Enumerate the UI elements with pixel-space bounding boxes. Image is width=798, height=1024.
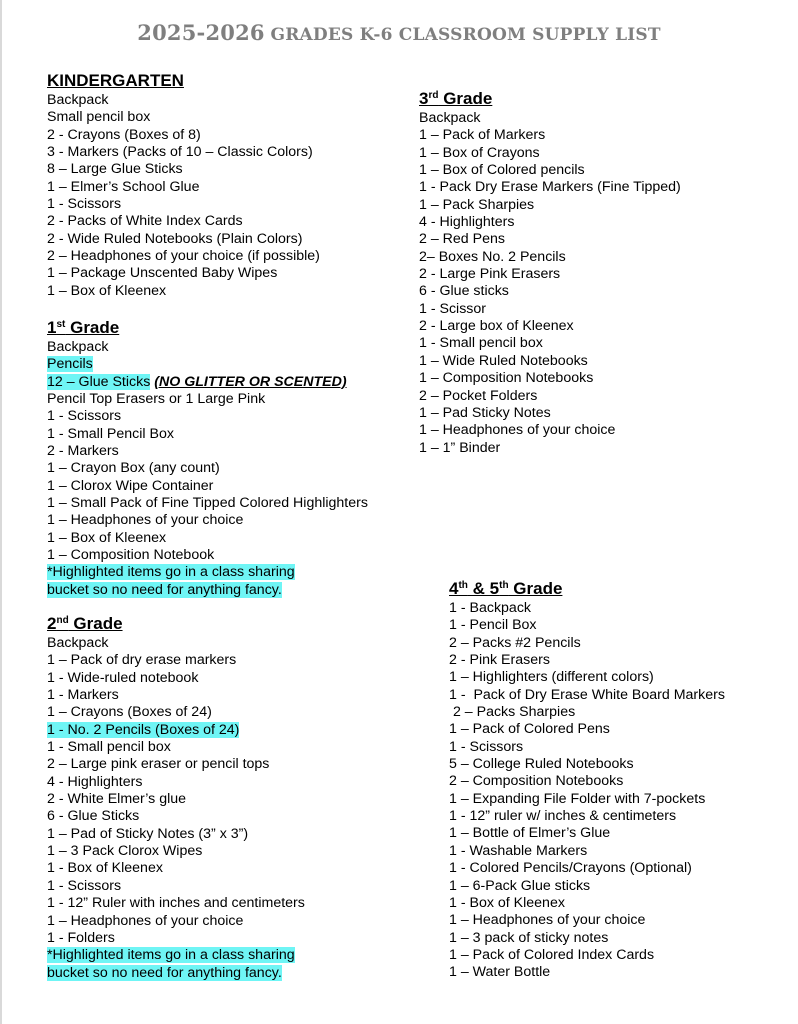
list-item: 2 – Pocket Folders bbox=[419, 387, 538, 404]
list-item: 1 - Small pencil box bbox=[47, 739, 171, 756]
list-item: 1 – Pack of Colored Pens bbox=[449, 721, 610, 738]
list-item: 1 - Scissors bbox=[47, 877, 122, 894]
list-item: 2 - Crayons (Boxes of 8) bbox=[47, 126, 201, 143]
list-item: Pencil Top Erasers or 1 Large Pink bbox=[47, 391, 266, 408]
page-title bbox=[0, 20, 798, 45]
list-item: 1 – Package Unscented Baby Wipes bbox=[47, 265, 278, 282]
grade1-section bbox=[47, 318, 368, 599]
list-item: 1 – Pack Sharpies bbox=[419, 196, 535, 213]
list-item: 1 – Highlighters (different colors) bbox=[449, 669, 654, 686]
list-item: 1 - Backpack bbox=[449, 600, 532, 616]
sharing-note: bucket so no need for anything fancy. bbox=[47, 964, 282, 981]
list-item: 2 - Pink Erasers bbox=[449, 652, 550, 669]
list-item: 1 - Pack Dry Erase Markers (Fine Tipped) bbox=[419, 179, 681, 196]
list-item: 1 – Pad of Sticky Notes (3” x 3”) bbox=[47, 825, 249, 842]
list-item: 2 – Large pink eraser or pencil tops bbox=[47, 756, 270, 773]
list-item: 1 - Scissors bbox=[47, 196, 122, 213]
grade45-section bbox=[449, 579, 725, 982]
list-item: 1 – Pack of dry erase markers bbox=[47, 652, 237, 669]
list-item: 2 – Red Pens bbox=[419, 231, 505, 248]
list-item: 1 – Box of Crayons bbox=[419, 144, 540, 161]
kindergarten-section bbox=[47, 71, 320, 300]
list-item: 1 – Headphones of your choice bbox=[47, 912, 244, 929]
sharing-note: bucket so no need for anything fancy. bbox=[47, 581, 282, 598]
list-item: 1 - Wide-ruled notebook bbox=[47, 669, 199, 686]
list-item: 1 – Box of Colored pencils bbox=[419, 162, 585, 179]
list-item: 1 – Crayon Box (any count) bbox=[47, 460, 220, 477]
list-item: 1 - Box of Kleenex bbox=[449, 894, 565, 911]
list-item: 2– Boxes No. 2 Pencils bbox=[419, 248, 566, 265]
glue-note: (NO GLITTER OR SCENTED) bbox=[154, 373, 347, 390]
list-item: 2 – Packs Sharpies bbox=[449, 704, 576, 721]
grade1-heading: 1st Grade bbox=[47, 318, 120, 337]
list-item: 1 – 3 pack of sticky notes bbox=[449, 929, 609, 946]
list-item: 2 - Large Pink Erasers bbox=[419, 266, 561, 283]
list-item: 1 – Clorox Wipe Container bbox=[47, 477, 214, 494]
sharing-note: *Highlighted items go in a class sharing bbox=[47, 564, 295, 581]
list-item: 5 – College Ruled Notebooks bbox=[449, 756, 634, 773]
list-item: 1 - Scissors bbox=[449, 738, 524, 755]
list-item: 1 – Composition Notebooks bbox=[419, 370, 594, 387]
list-item: 1 – Headphones of your choice bbox=[47, 512, 244, 529]
list-item: 2 - Wide Ruled Notebooks (Plain Colors) bbox=[47, 230, 303, 247]
list-item: 1 – Pack of Colored Index Cards bbox=[449, 946, 655, 963]
list-item: 1 - Markers bbox=[47, 687, 119, 704]
list-item: 1 - Pack of Dry Erase White Board Markers bbox=[449, 686, 725, 703]
list-item-highlighted: 12 – Glue Sticks (NO GLITTER OR SCENTED) bbox=[47, 373, 347, 390]
list-item: 4 - Highlighters bbox=[47, 773, 143, 790]
list-item: 8 – Large Glue Sticks bbox=[47, 161, 183, 178]
list-item: 1 - Folders bbox=[47, 929, 115, 946]
list-item: 6 - Glue Sticks bbox=[47, 808, 140, 825]
list-item: 1 – Headphones of your choice bbox=[449, 912, 646, 929]
list-item: 1 – Box of Kleenex bbox=[47, 529, 167, 546]
title-year: 2025-2026 bbox=[137, 20, 265, 45]
list-item: 1 – 1” Binder bbox=[419, 439, 501, 456]
list-item: 1 - Washable Markers bbox=[449, 842, 588, 859]
list-item: Backpack bbox=[47, 92, 109, 108]
list-item: 1 - 12” Ruler with inches and centimeters bbox=[47, 895, 305, 912]
kindergarten-heading: KINDERGARTEN bbox=[47, 71, 184, 90]
grade3-section bbox=[419, 89, 681, 457]
list-item: 1 – Crayons (Boxes of 24) bbox=[47, 704, 212, 721]
list-item: 1 – Elmer’s School Glue bbox=[47, 178, 200, 195]
sharing-note: *Highlighted items go in a class sharing bbox=[47, 947, 295, 964]
grade2-section bbox=[47, 614, 305, 982]
list-item: Backpack bbox=[47, 339, 109, 355]
list-item: Small pencil box bbox=[47, 109, 151, 126]
list-item: 6 - Glue sticks bbox=[419, 283, 509, 300]
list-item: 1 - 12” ruler w/ inches & centimeters bbox=[449, 808, 677, 825]
grade2-heading: 2nd Grade bbox=[47, 614, 123, 633]
list-item: Backpack bbox=[419, 110, 481, 126]
list-item-highlighted: Pencils bbox=[47, 356, 93, 373]
list-item: 1 – Box of Kleenex bbox=[47, 282, 167, 299]
list-item: 2 – Headphones of your choice (if possible) bbox=[47, 248, 320, 265]
list-item: 1 - Box of Kleenex bbox=[47, 860, 163, 877]
title-text: GRADES K-6 CLASSROOM SUPPLY LIST bbox=[270, 25, 661, 45]
list-item: 1 - Scissors bbox=[47, 408, 122, 425]
list-item: 1 – Small Pack of Fine Tipped Colored Highlighters bbox=[47, 495, 368, 512]
list-item: 1 – Bottle of Elmer’s Glue bbox=[449, 825, 611, 842]
list-item: 1 - Colored Pencils/Crayons (Optional) bbox=[449, 860, 692, 877]
grade3-heading: 3rd Grade bbox=[419, 89, 493, 108]
list-item: 2 - White Elmer’s glue bbox=[47, 791, 187, 808]
list-item: Backpack bbox=[47, 635, 109, 651]
list-item: 2 - Packs of White Index Cards bbox=[47, 213, 243, 230]
list-item: 2 - Large box of Kleenex bbox=[419, 318, 574, 335]
list-item: 4 - Highlighters bbox=[419, 214, 515, 231]
list-item: 1 – Composition Notebook bbox=[47, 547, 215, 564]
list-item: 1 - Scissor bbox=[419, 300, 487, 317]
list-item: 2 - Markers bbox=[47, 443, 119, 460]
list-item: 3 - Markers (Packs of 10 – Classic Colors) bbox=[47, 144, 313, 161]
list-item: 1 – Pad Sticky Notes bbox=[419, 404, 551, 421]
list-item: 1 - Small Pencil Box bbox=[47, 425, 174, 442]
list-item: 1 - Pencil Box bbox=[449, 617, 537, 634]
page-left-edge bbox=[0, 0, 2, 1024]
list-item: 1 – 6-Pack Glue sticks bbox=[449, 877, 591, 894]
list-item: 1 – Headphones of your choice bbox=[419, 422, 616, 439]
list-item: 1 – Pack of Markers bbox=[419, 127, 546, 144]
list-item: 1 - Small pencil box bbox=[419, 335, 543, 352]
list-item: 1 – Water Bottle bbox=[449, 964, 551, 981]
list-item-highlighted: 1 - No. 2 Pencils (Boxes of 24) bbox=[47, 721, 240, 738]
list-item: 1 – Expanding File Folder with 7-pockets bbox=[449, 790, 706, 807]
list-item: 2 – Composition Notebooks bbox=[449, 773, 624, 790]
list-item: 1 – Wide Ruled Notebooks bbox=[419, 352, 588, 369]
grade45-heading: 4th & 5th Grade bbox=[449, 579, 563, 598]
list-item: 1 – 3 Pack Clorox Wipes bbox=[47, 843, 203, 860]
list-item: 2 – Packs #2 Pencils bbox=[449, 634, 581, 651]
